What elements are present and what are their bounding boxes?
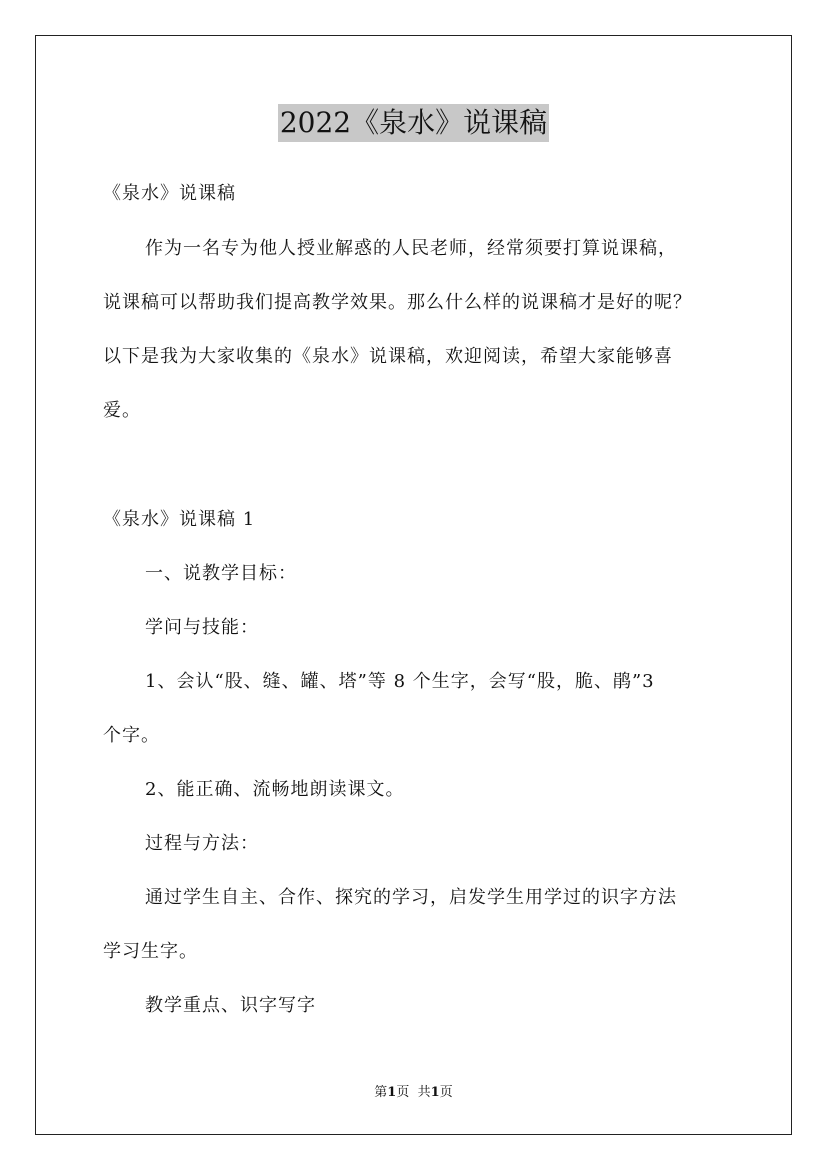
paragraph-line: 作为一名专为他人授业解惑的人民老师，经常须要打算说课稿， bbox=[145, 238, 677, 259]
footer-total-prefix: 共 bbox=[417, 1085, 431, 1100]
page-footer bbox=[0, 1084, 827, 1102]
footer-total-number: 1 bbox=[430, 1085, 440, 1100]
paragraph-line: 学问与技能： bbox=[145, 617, 259, 638]
footer-page-suffix: 页 bbox=[396, 1085, 410, 1100]
footer-page-prefix: 第 bbox=[374, 1085, 388, 1100]
section-heading: 《泉水》说课稿 1 bbox=[103, 509, 256, 530]
paragraph-line: 1、会认“股、缝、罐、塔”等 8 个生字，会写“股，脆、鹃”3 bbox=[145, 671, 655, 692]
paragraph-line: 2、能正确、流畅地朗读课文。 bbox=[145, 779, 405, 800]
paragraph-line: 爱。 bbox=[103, 400, 141, 421]
paragraph-line: 通过学生自主、合作、探究的学习，启发学生用学过的识字方法 bbox=[145, 887, 677, 908]
paragraph-line: 个字。 bbox=[103, 725, 160, 746]
paragraph-line: 学习生字。 bbox=[103, 941, 198, 962]
footer-total-suffix: 页 bbox=[439, 1085, 453, 1100]
paragraph-line: 一、说教学目标： bbox=[145, 563, 297, 584]
document-title: 2022《泉水》说课稿 bbox=[278, 104, 549, 142]
paragraph-line: 教学重点、识字写字 bbox=[145, 995, 316, 1016]
footer-page-number: 1 bbox=[387, 1085, 397, 1100]
paragraph-line: 过程与方法： bbox=[145, 833, 259, 854]
title-container bbox=[0, 104, 827, 142]
paragraph-line: 说课稿可以帮助我们提高教学效果。那么什么样的说课稿才是好的呢？ bbox=[103, 292, 692, 313]
section-heading: 《泉水》说课稿 bbox=[103, 183, 236, 204]
paragraph-line: 以下是我为大家收集的《泉水》说课稿，欢迎阅读，希望大家能够喜 bbox=[103, 346, 673, 367]
